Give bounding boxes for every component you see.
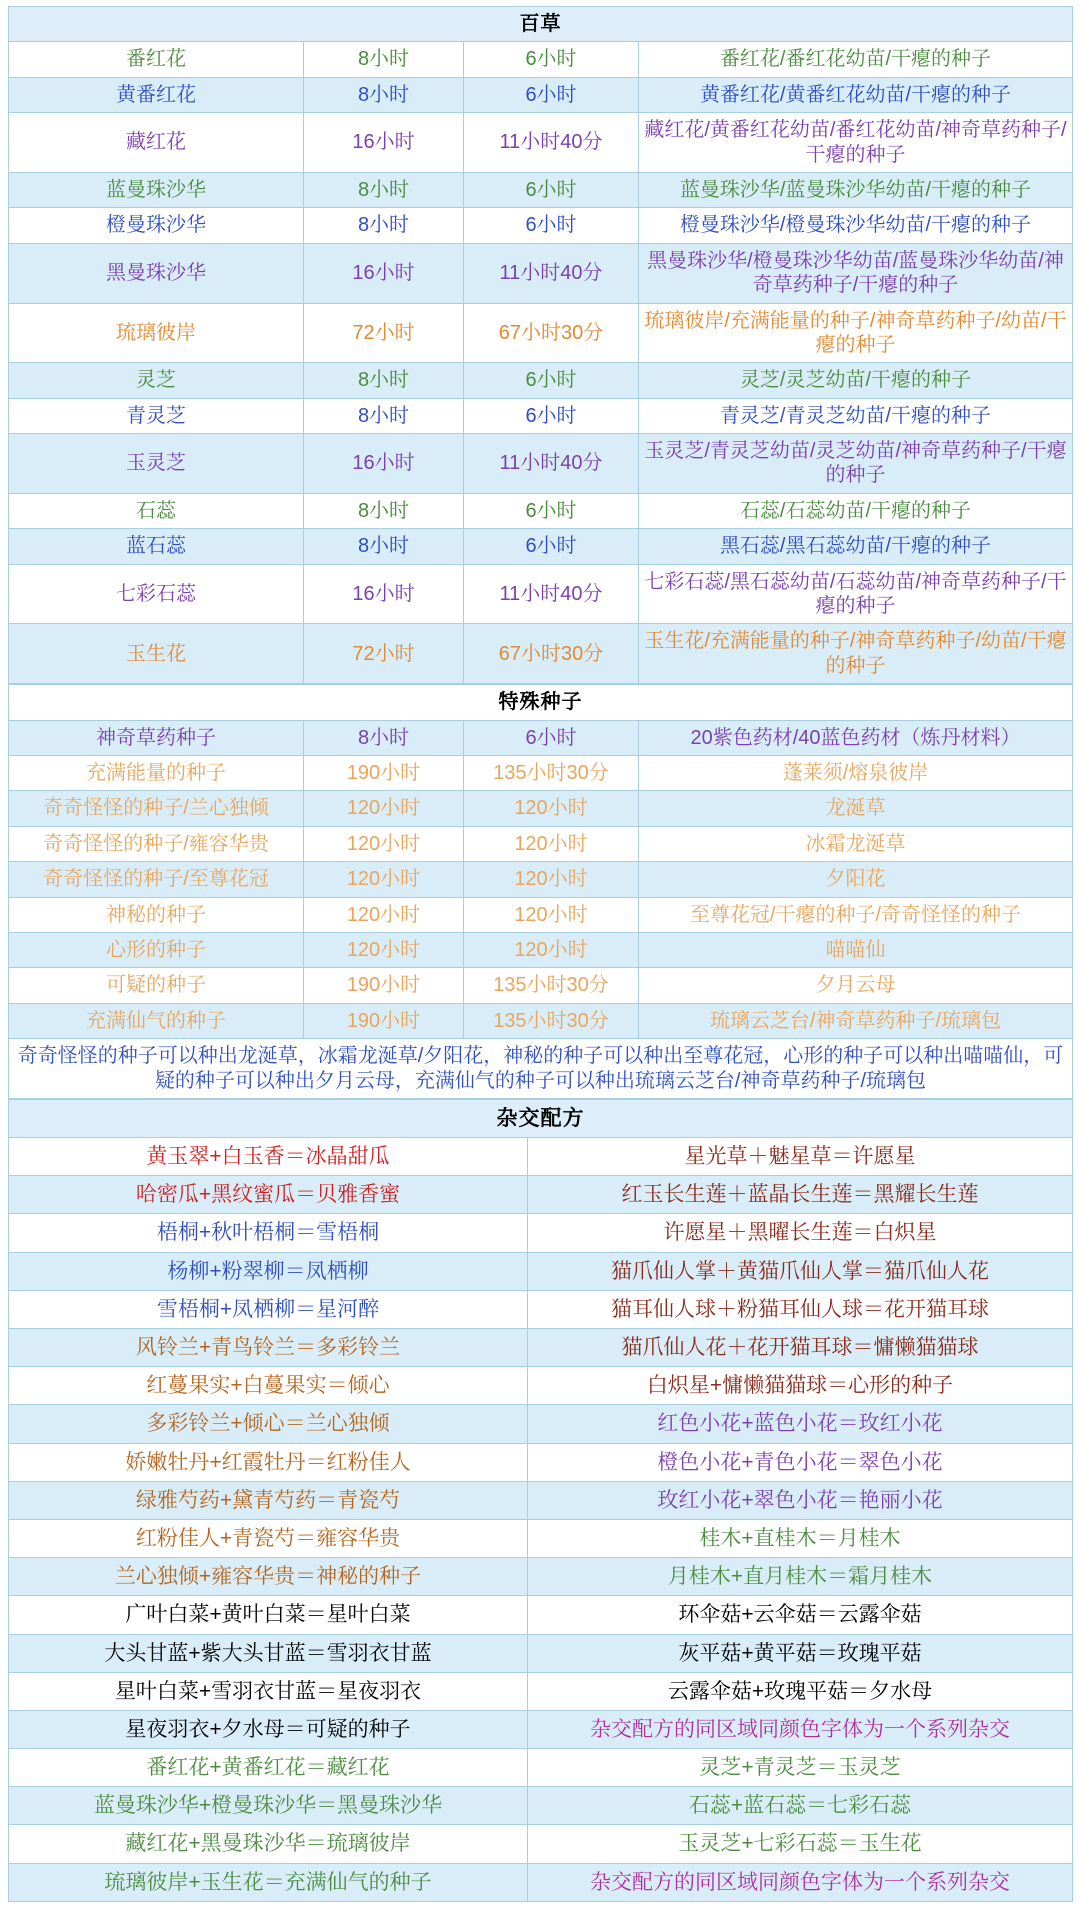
products-cell: 青灵芝/青灵芝幼苗/干瘪的种子 bbox=[639, 398, 1073, 433]
products-cell: 黑曼珠沙华/橙曼珠沙华幼苗/蓝曼珠沙华幼苗/神奇草药种子/干瘪的种子 bbox=[639, 243, 1073, 303]
mature-time-cell: 120小时 bbox=[464, 897, 639, 932]
mature-time-cell: 11小时40分 bbox=[464, 564, 639, 624]
hybrid-recipe-right: 月桂木+直月桂木＝霜月桂木 bbox=[528, 1558, 1073, 1596]
mature-time-cell: 6小时 bbox=[464, 77, 639, 112]
grow-time-cell: 190小时 bbox=[304, 1003, 464, 1038]
grow-time-cell: 16小时 bbox=[304, 564, 464, 624]
hybrid-recipe-left: 大头甘蓝+紫大头甘蓝＝雪羽衣甘蓝 bbox=[9, 1634, 528, 1672]
hybrid-recipe-row bbox=[9, 1672, 1073, 1710]
hybrid-recipe-left: 星叶白菜+雪羽衣甘蓝＝星夜羽衣 bbox=[9, 1672, 528, 1710]
mature-time-cell: 120小时 bbox=[464, 826, 639, 861]
plant-name-cell: 充满仙气的种子 bbox=[9, 1003, 304, 1038]
herb-row bbox=[9, 564, 1073, 624]
hybrid-recipe-row bbox=[9, 1138, 1073, 1176]
hybrid-recipe-row bbox=[9, 1634, 1073, 1672]
special-seed-row bbox=[9, 755, 1073, 790]
mature-time-cell: 67小时30分 bbox=[464, 303, 639, 363]
special-section-title: 特殊种子 bbox=[9, 685, 1073, 720]
hybrid-recipe-right: 白炽星+慵懒猫猫球＝心形的种子 bbox=[528, 1367, 1073, 1405]
herbs-rows bbox=[9, 42, 1073, 684]
hybrid-recipe-right: 桂木+直桂木＝月桂木 bbox=[528, 1519, 1073, 1557]
hybrid-section-header bbox=[9, 1099, 1073, 1137]
hybrid-recipe-left: 红蔓果实+白蔓果实＝倾心 bbox=[9, 1367, 528, 1405]
hybrid-recipe-left: 星夜羽衣+夕水母＝可疑的种子 bbox=[9, 1710, 528, 1748]
grow-time-cell: 120小时 bbox=[304, 862, 464, 897]
hybrid-recipes-table bbox=[8, 1099, 1073, 1902]
herb-row bbox=[9, 243, 1073, 303]
hybrid-recipe-left: 黄玉翠+白玉香＝冰晶甜瓜 bbox=[9, 1138, 528, 1176]
plant-name-cell: 青灵芝 bbox=[9, 398, 304, 433]
products-cell: 黑石蕊/黑石蕊幼苗/干瘪的种子 bbox=[639, 529, 1073, 564]
products-cell: 琉璃云芝台/神奇草药种子/琉璃包 bbox=[639, 1003, 1073, 1038]
plant-name-cell: 充满能量的种子 bbox=[9, 755, 304, 790]
mature-time-cell: 6小时 bbox=[464, 42, 639, 77]
hybrid-rows bbox=[9, 1138, 1073, 1902]
plant-name-cell: 石蕊 bbox=[9, 493, 304, 528]
hybrid-recipe-row bbox=[9, 1863, 1073, 1901]
plant-name-cell: 琉璃彼岸 bbox=[9, 303, 304, 363]
hybrid-recipe-left: 娇嫩牡丹+红霞牡丹＝红粉佳人 bbox=[9, 1443, 528, 1481]
grow-time-cell: 16小时 bbox=[304, 434, 464, 494]
hybrid-recipe-right: 杂交配方的同区域同颜色字体为一个系列杂交 bbox=[528, 1863, 1073, 1901]
plant-name-cell: 蓝曼珠沙华 bbox=[9, 172, 304, 207]
grow-time-cell: 120小时 bbox=[304, 826, 464, 861]
hybrid-recipe-right: 杂交配方的同区域同颜色字体为一个系列杂交 bbox=[528, 1710, 1073, 1748]
hybrid-recipe-row bbox=[9, 1176, 1073, 1214]
grow-time-cell: 8小时 bbox=[304, 172, 464, 207]
hybrid-recipe-row bbox=[9, 1252, 1073, 1290]
hybrid-recipe-row bbox=[9, 1329, 1073, 1367]
hybrid-recipe-left: 番红花+黄番红花＝藏红花 bbox=[9, 1749, 528, 1787]
products-cell: 七彩石蕊/黑石蕊幼苗/石蕊幼苗/神奇草药种子/干瘪的种子 bbox=[639, 564, 1073, 624]
special-seed-row bbox=[9, 720, 1073, 755]
herbs-section-title: 百草 bbox=[9, 7, 1073, 42]
mature-time-cell: 11小时40分 bbox=[464, 434, 639, 494]
hybrid-recipe-row bbox=[9, 1405, 1073, 1443]
mature-time-cell: 11小时40分 bbox=[464, 243, 639, 303]
grow-time-cell: 72小时 bbox=[304, 303, 464, 363]
hybrid-recipe-right: 猫爪仙人掌＋黄猫爪仙人掌＝猫爪仙人花 bbox=[528, 1252, 1073, 1290]
products-cell: 至尊花冠/干瘪的种子/奇奇怪怪的种子 bbox=[639, 897, 1073, 932]
plant-name-cell: 玉灵芝 bbox=[9, 434, 304, 494]
plant-name-cell: 七彩石蕊 bbox=[9, 564, 304, 624]
plant-name-cell: 黑曼珠沙华 bbox=[9, 243, 304, 303]
products-cell: 灵芝/灵芝幼苗/干瘪的种子 bbox=[639, 363, 1073, 398]
products-cell: 橙曼珠沙华/橙曼珠沙华幼苗/干瘪的种子 bbox=[639, 208, 1073, 243]
mature-time-cell: 120小时 bbox=[464, 862, 639, 897]
products-cell: 夕阳花 bbox=[639, 862, 1073, 897]
products-cell: 蓝曼珠沙华/蓝曼珠沙华幼苗/干瘪的种子 bbox=[639, 172, 1073, 207]
hybrid-recipe-right: 橙色小花+青色小花＝翠色小花 bbox=[528, 1443, 1073, 1481]
plant-name-cell: 玉生花 bbox=[9, 624, 304, 684]
hybrid-recipe-row bbox=[9, 1519, 1073, 1557]
mature-time-cell: 6小时 bbox=[464, 398, 639, 433]
hybrid-recipe-row bbox=[9, 1290, 1073, 1328]
mature-time-cell: 120小时 bbox=[464, 932, 639, 967]
mature-time-cell: 6小时 bbox=[464, 363, 639, 398]
mature-time-cell: 67小时30分 bbox=[464, 624, 639, 684]
mature-time-cell: 6小时 bbox=[464, 493, 639, 528]
hybrid-recipe-left: 绿雅芍药+黛青芍药＝青瓷芍 bbox=[9, 1481, 528, 1519]
hybrid-recipe-row bbox=[9, 1558, 1073, 1596]
hybrid-recipe-left: 雪梧桐+凤栖柳＝星河醉 bbox=[9, 1290, 528, 1328]
herb-row bbox=[9, 624, 1073, 684]
hybrid-recipe-right: 红色小花+蓝色小花＝玫红小花 bbox=[528, 1405, 1073, 1443]
hybrid-recipe-row bbox=[9, 1443, 1073, 1481]
herb-row bbox=[9, 529, 1073, 564]
grow-time-cell: 8小时 bbox=[304, 363, 464, 398]
hybrid-recipe-row bbox=[9, 1710, 1073, 1748]
herb-row bbox=[9, 113, 1073, 173]
hybrid-recipe-left: 红粉佳人+青瓷芍＝雍容华贵 bbox=[9, 1519, 528, 1557]
hybrid-recipe-row bbox=[9, 1214, 1073, 1252]
special-seed-row bbox=[9, 897, 1073, 932]
products-cell: 20紫色药材/40蓝色药材（炼丹材料） bbox=[639, 720, 1073, 755]
products-cell: 玉生花/充满能量的种子/神奇草药种子/幼苗/干瘪的种子 bbox=[639, 624, 1073, 684]
mature-time-cell: 6小时 bbox=[464, 720, 639, 755]
plant-name-cell: 灵芝 bbox=[9, 363, 304, 398]
special-seed-rows bbox=[9, 720, 1073, 1039]
grow-time-cell: 8小时 bbox=[304, 42, 464, 77]
grow-time-cell: 16小时 bbox=[304, 113, 464, 173]
grow-time-cell: 8小时 bbox=[304, 529, 464, 564]
note-row bbox=[9, 1039, 1073, 1099]
herb-row bbox=[9, 172, 1073, 207]
hybrid-recipe-right: 环伞菇+云伞菇＝云露伞菇 bbox=[528, 1596, 1073, 1634]
plant-name-cell: 奇奇怪怪的种子/兰心独倾 bbox=[9, 791, 304, 826]
products-cell: 琉璃彼岸/充满能量的种子/神奇草药种子/幼苗/干瘪的种子 bbox=[639, 303, 1073, 363]
special-seed-row bbox=[9, 1003, 1073, 1038]
hybrid-recipe-left: 兰心独倾+雍容华贵＝神秘的种子 bbox=[9, 1558, 528, 1596]
special-section-header bbox=[9, 685, 1073, 720]
herb-row bbox=[9, 434, 1073, 494]
hybrid-recipe-left: 蓝曼珠沙华+橙曼珠沙华＝黑曼珠沙华 bbox=[9, 1787, 528, 1825]
hybrid-recipe-left: 多彩铃兰+倾心＝兰心独倾 bbox=[9, 1405, 528, 1443]
herbs-section-header bbox=[9, 7, 1073, 42]
herb-row bbox=[9, 42, 1073, 77]
plant-name-cell: 藏红花 bbox=[9, 113, 304, 173]
hybrid-recipe-right: 许愿星＋黑曜长生莲＝白炽星 bbox=[528, 1214, 1073, 1252]
mature-time-cell: 11小时40分 bbox=[464, 113, 639, 173]
hybrid-recipe-right: 猫爪仙人花＋花开猫耳球＝慵懒猫猫球 bbox=[528, 1329, 1073, 1367]
products-cell: 玉灵芝/青灵芝幼苗/灵芝幼苗/神奇草药种子/干瘪的种子 bbox=[639, 434, 1073, 494]
herbs-table bbox=[8, 6, 1073, 684]
special-seed-row bbox=[9, 862, 1073, 897]
products-cell: 龙涎草 bbox=[639, 791, 1073, 826]
hybrid-recipe-row bbox=[9, 1749, 1073, 1787]
hybrid-recipe-row bbox=[9, 1481, 1073, 1519]
special-seed-row bbox=[9, 968, 1073, 1003]
plant-name-cell: 蓝石蕊 bbox=[9, 529, 304, 564]
herb-row bbox=[9, 398, 1073, 433]
grow-time-cell: 8小时 bbox=[304, 77, 464, 112]
grow-time-cell: 190小时 bbox=[304, 755, 464, 790]
mature-time-cell: 120小时 bbox=[464, 791, 639, 826]
products-cell: 石蕊/石蕊幼苗/干瘪的种子 bbox=[639, 493, 1073, 528]
plant-name-cell: 神秘的种子 bbox=[9, 897, 304, 932]
grow-time-cell: 190小时 bbox=[304, 968, 464, 1003]
hybrid-recipe-left: 杨柳+粉翠柳＝凤栖柳 bbox=[9, 1252, 528, 1290]
plant-name-cell: 番红花 bbox=[9, 42, 304, 77]
mature-time-cell: 6小时 bbox=[464, 172, 639, 207]
grow-time-cell: 120小时 bbox=[304, 791, 464, 826]
plant-name-cell: 心形的种子 bbox=[9, 932, 304, 967]
products-cell: 夕月云母 bbox=[639, 968, 1073, 1003]
products-cell: 喵喵仙 bbox=[639, 932, 1073, 967]
grow-time-cell: 16小时 bbox=[304, 243, 464, 303]
mature-time-cell: 6小时 bbox=[464, 529, 639, 564]
plant-name-cell: 橙曼珠沙华 bbox=[9, 208, 304, 243]
special-seed-row bbox=[9, 826, 1073, 861]
hybrid-recipe-right: 猫耳仙人球＋粉猫耳仙人球＝花开猫耳球 bbox=[528, 1290, 1073, 1328]
hybrid-recipe-right: 灵芝+青灵芝＝玉灵芝 bbox=[528, 1749, 1073, 1787]
hybrid-recipe-left: 哈密瓜+黑纹蜜瓜＝贝雅香蜜 bbox=[9, 1176, 528, 1214]
plant-name-cell: 奇奇怪怪的种子/雍容华贵 bbox=[9, 826, 304, 861]
herb-row bbox=[9, 77, 1073, 112]
hybrid-recipe-left: 广叶白菜+黄叶白菜＝星叶白菜 bbox=[9, 1596, 528, 1634]
hybrid-recipe-left: 藏红花+黑曼珠沙华＝琉璃彼岸 bbox=[9, 1825, 528, 1863]
hybrid-recipe-right: 玫红小花+翠色小花＝艳丽小花 bbox=[528, 1481, 1073, 1519]
mature-time-cell: 135小时30分 bbox=[464, 968, 639, 1003]
products-cell: 蓬莱须/熔泉彼岸 bbox=[639, 755, 1073, 790]
hybrid-recipe-left: 梧桐+秋叶梧桐＝雪梧桐 bbox=[9, 1214, 528, 1252]
products-cell: 黄番红花/黄番红花幼苗/干瘪的种子 bbox=[639, 77, 1073, 112]
grow-time-cell: 72小时 bbox=[304, 624, 464, 684]
hybrid-recipe-left: 风铃兰+青鸟铃兰＝多彩铃兰 bbox=[9, 1329, 528, 1367]
products-cell: 番红花/番红花幼苗/干瘪的种子 bbox=[639, 42, 1073, 77]
grow-time-cell: 8小时 bbox=[304, 493, 464, 528]
herb-row bbox=[9, 363, 1073, 398]
herb-row bbox=[9, 208, 1073, 243]
grow-time-cell: 8小时 bbox=[304, 398, 464, 433]
plant-name-cell: 神奇草药种子 bbox=[9, 720, 304, 755]
hybrid-recipe-right: 星光草＋魅星草＝许愿星 bbox=[528, 1138, 1073, 1176]
plant-name-cell: 可疑的种子 bbox=[9, 968, 304, 1003]
plant-name-cell: 黄番红花 bbox=[9, 77, 304, 112]
products-cell: 冰霜龙涎草 bbox=[639, 826, 1073, 861]
grow-time-cell: 120小时 bbox=[304, 932, 464, 967]
herb-row bbox=[9, 303, 1073, 363]
hybrid-recipe-right: 灰平菇+黄平菇＝玫瑰平菇 bbox=[528, 1634, 1073, 1672]
special-seed-row bbox=[9, 932, 1073, 967]
mature-time-cell: 6小时 bbox=[464, 208, 639, 243]
hybrid-recipe-right: 石蕊+蓝石蕊＝七彩石蕊 bbox=[528, 1787, 1073, 1825]
hybrid-recipe-right: 云露伞菇+玫瑰平菇＝夕水母 bbox=[528, 1672, 1073, 1710]
hybrid-recipe-left: 琉璃彼岸+玉生花＝充满仙气的种子 bbox=[9, 1863, 528, 1901]
mature-time-cell: 135小时30分 bbox=[464, 755, 639, 790]
hybrid-section-title: 杂交配方 bbox=[9, 1099, 1073, 1137]
grow-time-cell: 120小时 bbox=[304, 897, 464, 932]
hybrid-recipe-right: 玉灵芝+七彩石蕊＝玉生花 bbox=[528, 1825, 1073, 1863]
special-seeds-table bbox=[8, 684, 1073, 1099]
hybrid-recipe-row bbox=[9, 1787, 1073, 1825]
plant-name-cell: 奇奇怪怪的种子/至尊花冠 bbox=[9, 862, 304, 897]
special-seeds-note: 奇奇怪怪的种子可以种出龙涎草，冰霜龙涎草/夕阳花，神秘的种子可以种出至尊花冠，心形的种子可以种出喵喵仙，可疑的种子可以种出夕月云母，充满仙气的种子可以种出琉璃云芝台/神奇草药种子/琉璃包 bbox=[9, 1039, 1073, 1099]
hybrid-recipe-row bbox=[9, 1825, 1073, 1863]
herb-row bbox=[9, 493, 1073, 528]
mature-time-cell: 135小时30分 bbox=[464, 1003, 639, 1038]
hybrid-recipe-right: 红玉长生莲＋蓝晶长生莲＝黑耀长生莲 bbox=[528, 1176, 1073, 1214]
hybrid-recipe-row bbox=[9, 1367, 1073, 1405]
hybrid-recipe-row bbox=[9, 1596, 1073, 1634]
grow-time-cell: 8小时 bbox=[304, 720, 464, 755]
products-cell: 藏红花/黄番红花幼苗/番红花幼苗/神奇草药种子/干瘪的种子 bbox=[639, 113, 1073, 173]
grow-time-cell: 8小时 bbox=[304, 208, 464, 243]
special-seed-row bbox=[9, 791, 1073, 826]
